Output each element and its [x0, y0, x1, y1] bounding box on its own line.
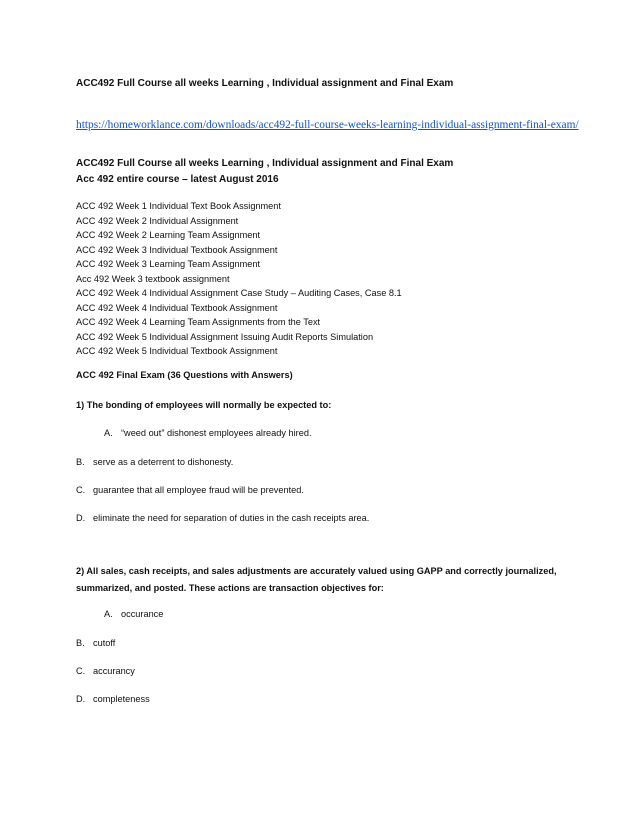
option-key: A. — [104, 609, 113, 619]
course-heading: ACC492 Full Course all weeks Learning , Individual assignment and Final Exam — [76, 158, 454, 169]
list-item: ACC 492 Week 5 Individual Assignment Issuing Audit Reports Simulation — [76, 331, 374, 342]
option-text: eliminate the need for separation of duties in the cash receipts area. — [93, 513, 370, 523]
final-exam-heading: ACC 492 Final Exam (36 Questions with Answers) — [76, 370, 293, 380]
option-text: occurance — [121, 609, 164, 619]
list-item: ACC 492 Week 3 Learning Team Assignment — [76, 259, 261, 269]
option-key: D. — [76, 513, 86, 523]
option-text: “weed out” dishonest employees already hired. — [121, 428, 312, 438]
question-1-option-b — [76, 457, 233, 467]
question-2-option-b — [76, 638, 115, 648]
question-2-option-d — [76, 694, 150, 704]
option-key: A. — [104, 428, 113, 438]
course-subheading: Acc 492 entire course – latest August 2016 — [76, 174, 279, 185]
option-text: accurancy — [93, 666, 135, 676]
option-key: B. — [76, 638, 85, 648]
question-1-option-a — [104, 428, 312, 438]
question-2-option-a — [104, 609, 163, 619]
option-text: cutoff — [93, 638, 116, 648]
list-item: ACC 492 Week 3 Individual Textbook Assignment — [76, 244, 278, 255]
question-2: 2) All sales, cash receipts, and sales adjustments are accurately valued using GAPP and correctly journalized, summarized, and posted. These actions are transaction objectives for: — [76, 566, 557, 593]
list-item: Acc 492 Week 3 textbook assignment — [76, 273, 230, 284]
download-link[interactable]: https://homeworklance.com/downloads/acc492-full-course-weeks-learning-individual-assignment-final-exam/ — [76, 119, 579, 131]
question-1-option-c — [76, 485, 304, 495]
question-1: 1) The bonding of employees will normally be expected to: — [76, 400, 332, 410]
question-2-option-c — [76, 666, 135, 676]
assignment-list — [76, 199, 402, 359]
list-item: ACC 492 Week 2 Individual Assignment — [76, 215, 239, 226]
document-title: ACC492 Full Course all weeks Learning , Individual assignment and Final Exam — [76, 78, 454, 89]
list-item: ACC 492 Week 5 Individual Textbook Assignment — [76, 346, 278, 356]
list-item: ACC 492 Week 4 Individual Textbook Assignment — [76, 302, 278, 313]
question-1-option-d — [76, 513, 369, 523]
option-key: C. — [76, 666, 86, 676]
option-text: guarantee that all employee fraud will be prevented. — [93, 485, 304, 495]
list-item: ACC 492 Week 1 Individual Text Book Assignment — [76, 201, 281, 211]
list-item: ACC 492 Week 4 Individual Assignment Case Study – Auditing Cases, Case 8.1 — [76, 288, 402, 298]
list-item: ACC 492 Week 2 Learning Team Assignment — [76, 230, 261, 240]
option-text: completeness — [93, 694, 150, 704]
option-key: D. — [76, 694, 86, 704]
option-key: C. — [76, 485, 86, 495]
option-text: serve as a deterrent to dishonesty. — [93, 457, 234, 467]
option-key: B. — [76, 457, 85, 467]
list-item: ACC 492 Week 4 Learning Team Assignments from the Text — [76, 317, 321, 327]
